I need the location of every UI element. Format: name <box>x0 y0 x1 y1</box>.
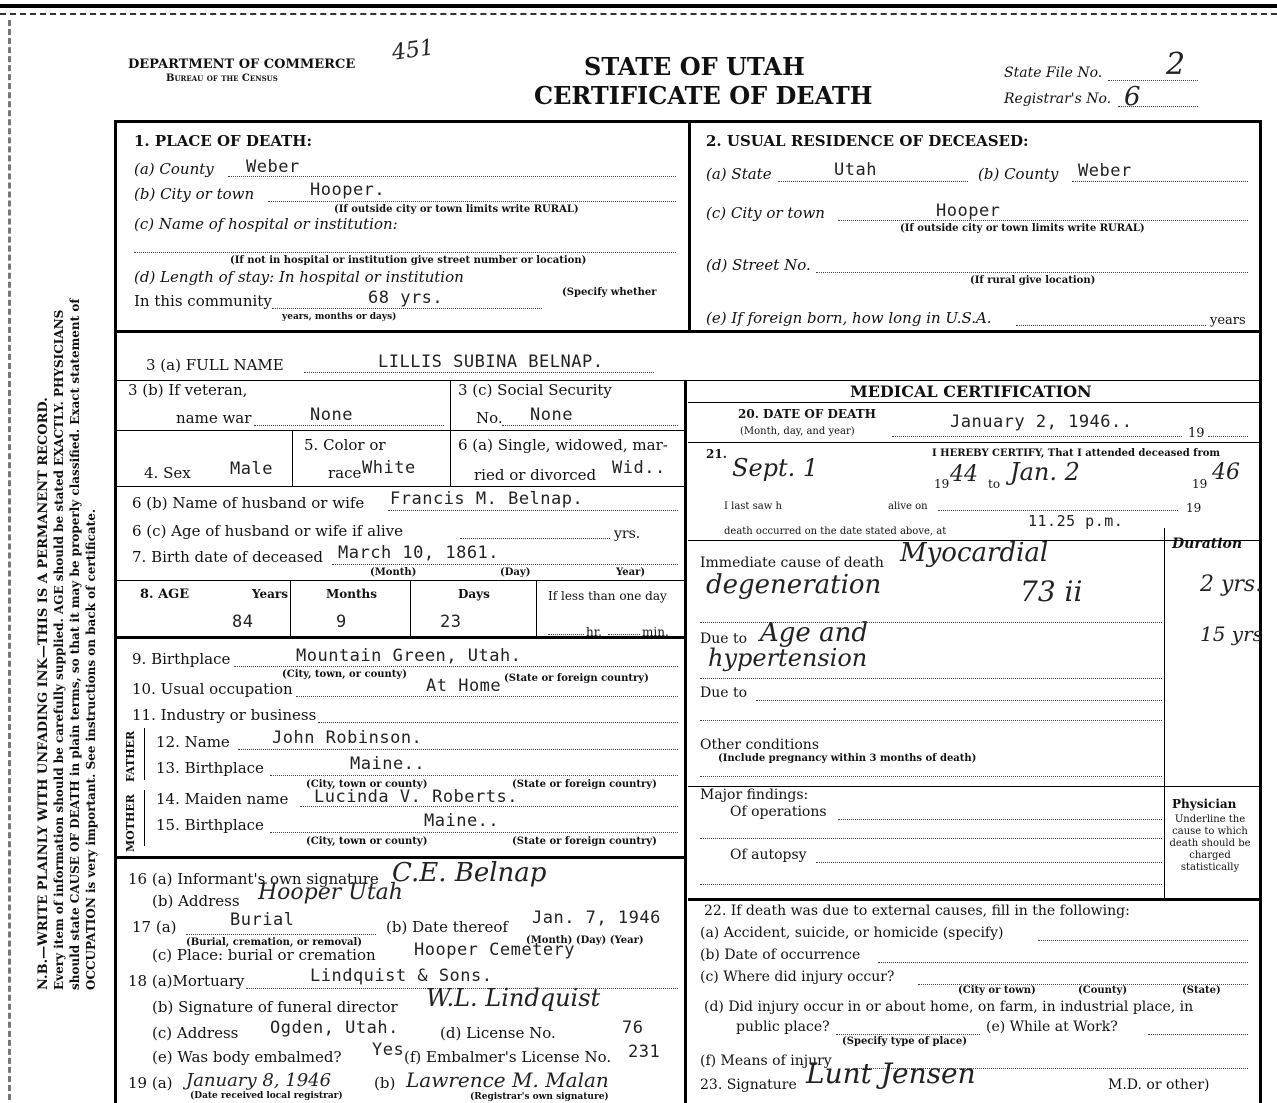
other-conditions-label: Other conditions <box>700 737 820 753</box>
operations-label: Of operations <box>730 804 827 820</box>
informant-sig-value: C.E. Belnap <box>392 858 547 888</box>
burial-date-note: (Month) (Day) (Year) <box>526 935 644 946</box>
embalmed-label: (e) Was body embalmed? <box>152 1048 342 1066</box>
state-title: STATE OF UTAH <box>584 52 805 81</box>
name-war-line <box>254 425 444 426</box>
bureau-label: Bureau of the Census <box>166 73 278 84</box>
duration-divider <box>1164 528 1165 786</box>
external-d-note: (Specify type of place) <box>842 1036 967 1047</box>
spouse-label: 6 (b) Name of husband or wife <box>132 494 365 512</box>
specify-note: (Specify whether <box>562 287 657 298</box>
left-scan-edge <box>8 20 11 1100</box>
attended-19-b: 19 <box>1192 477 1208 491</box>
birth-date-label: 7. Birth date of deceased <box>132 548 323 566</box>
occupation-label: 10. Usual occupation <box>132 680 293 698</box>
age-div-2 <box>410 580 411 636</box>
signature-value: Lunt Jensen <box>806 1057 976 1090</box>
informant-sig-label: 16 (a) Informant's own signature <box>128 870 379 888</box>
mother-birth-value: Maine.. <box>424 811 500 831</box>
external-e: (e) While at Work? <box>986 1019 1118 1035</box>
other-conditions-note: (Include pregnancy within 3 months of death) <box>718 753 977 764</box>
informant-address-label: (b) Address <box>152 892 240 910</box>
residence-state-line <box>778 181 968 182</box>
birthplace-note-2: (State or foreign country) <box>504 673 649 684</box>
hospital-label: (c) Name of hospital or institution: <box>134 215 398 233</box>
father-birth-label: 13. Birthplace <box>156 759 264 777</box>
full-name-label: 3 (a) FULL NAME <box>146 356 284 374</box>
operations-line-b <box>700 838 1162 839</box>
burial-line <box>186 934 376 935</box>
external-label: 22. If death was due to external causes, fill in the following: <box>704 903 1130 919</box>
community-value: 68 yrs. <box>368 288 444 308</box>
sex-value: Male <box>230 459 273 479</box>
age-div-1 <box>290 580 291 636</box>
residence-state-label: (a) State <box>706 165 772 183</box>
burial-date-label: (b) Date thereof <box>386 918 508 936</box>
state-file-value: 2 <box>1166 47 1186 82</box>
autopsy-line <box>816 862 1162 863</box>
due-to-1-duration: 15 yrs <box>1200 622 1263 646</box>
embalmer-value: 231 <box>628 1042 661 1062</box>
age-bottom-line <box>114 636 686 639</box>
date-of-death-note: (Month, day, and year) <box>740 426 855 437</box>
top-scan-edge <box>0 4 1277 8</box>
informant-address-value: Hooper Utah <box>258 880 403 905</box>
death-occurred: death occurred on the date stated above, at <box>724 526 947 537</box>
external-a: (a) Accident, suicide, or homicide (specify) <box>700 925 1004 941</box>
father-birth-value: Maine.. <box>350 754 426 774</box>
father-name-value: John Robinson. <box>272 728 423 748</box>
alive-19: 19 <box>1186 501 1202 515</box>
registrar-date-note: (Date received local registrar) <box>190 1091 343 1101</box>
residence-heading: 2. USUAL RESIDENCE OF DECEASED: <box>706 132 1029 150</box>
date-of-death-label: 20. DATE OF DEATH <box>738 407 876 421</box>
ss-no-value: None <box>530 405 573 425</box>
foreign-line <box>1016 325 1206 326</box>
major-findings-label: Major findings: <box>700 787 809 803</box>
city-label: (b) City or town <box>134 185 255 203</box>
signature-suffix: M.D. or other) <box>1108 1077 1210 1093</box>
sex-divider <box>292 430 293 486</box>
min-line <box>608 634 640 635</box>
immediate-cause-label: Immediate cause of death <box>700 555 884 571</box>
residence-state-value: Utah <box>834 160 877 180</box>
marital-label-2: ried or divorced <box>474 466 597 484</box>
certify-num: 21. <box>706 447 727 461</box>
handwritten-number: 451 <box>390 35 436 66</box>
father-birth-line <box>270 775 678 776</box>
residence-city-value: Hooper <box>936 201 1001 221</box>
embalmer-label: (f) Embalmer's License No. <box>404 1048 612 1066</box>
mother-side-label: MOTHER <box>124 794 137 852</box>
name-war-label: name war <box>176 409 252 427</box>
attended-19-a: 19 <box>934 477 950 491</box>
hr-label: hr. <box>586 625 602 639</box>
due-to-2-line <box>756 700 1162 701</box>
race-label: race <box>328 464 362 482</box>
age-years-value: 84 <box>232 612 254 632</box>
city-note: (If outside city or town limits write RURAL) <box>334 204 579 215</box>
sex-label: 4. Sex <box>144 464 191 482</box>
frame-right <box>1259 120 1262 1103</box>
license-label: (d) License No. <box>440 1024 556 1042</box>
spouse-age-unit: yrs. <box>614 526 641 542</box>
registrar-label: Registrar's No. <box>1004 91 1112 107</box>
father-side-label: FATHER <box>124 730 137 782</box>
section-divider-1 <box>114 330 1262 333</box>
veteran-divider <box>450 380 451 430</box>
section-divider-2 <box>114 380 1262 381</box>
birth-day-note: (Day) <box>500 567 531 578</box>
frame-left <box>114 120 117 1103</box>
state-file-label: State File No. <box>1004 65 1103 81</box>
date-of-death-year-line <box>1208 436 1248 437</box>
director-value: W.L. Lindquist <box>426 984 601 1012</box>
age-div-3 <box>536 580 537 636</box>
burial-label: 17 (a) <box>132 918 177 936</box>
due-to-1-line <box>700 678 1162 679</box>
registrar-date-label: 19 (a) <box>128 1074 173 1092</box>
burial-place-label: (c) Place: burial or cremation <box>152 946 376 964</box>
embalmed-value: Yes <box>372 1040 405 1060</box>
alive-on: alive on <box>888 501 928 512</box>
mother-bracket <box>144 790 145 846</box>
alive-on-line <box>938 510 1178 511</box>
certificate-title: CERTIFICATE OF DEATH <box>534 81 873 110</box>
department-label: DEPARTMENT OF COMMERCE <box>128 57 356 72</box>
certify-text: I HEREBY CERTIFY, That I attended deceased from <box>932 448 1221 459</box>
external-c-note-2: (County) <box>1078 985 1128 996</box>
race-divider <box>450 430 451 486</box>
burial-value: Burial <box>230 910 295 930</box>
residence-county-value: Weber <box>1078 161 1132 181</box>
street-label: (d) Street No. <box>706 256 811 274</box>
age-days-value: 23 <box>440 612 462 632</box>
age-years-col: Years <box>252 587 289 601</box>
autopsy-label: Of autopsy <box>730 847 807 863</box>
spouse-line <box>388 510 678 511</box>
due-to-2-label: Due to <box>700 685 748 701</box>
community-line <box>272 308 542 309</box>
spouse-age-line <box>460 538 610 539</box>
sex-bottom-line <box>114 486 686 487</box>
external-a-line <box>1038 940 1248 941</box>
color-label: 5. Color or <box>304 436 386 454</box>
age-months-value: 9 <box>336 612 347 632</box>
date-of-death-value: January 2, 1946.. <box>950 412 1133 432</box>
mother-birth-line <box>270 832 678 833</box>
burial-date-value: Jan. 7, 1946 <box>532 908 661 928</box>
registrar-sig-label: (b) <box>374 1074 396 1092</box>
age-months-col: Months <box>326 587 378 601</box>
last-saw: I last saw h <box>724 501 782 512</box>
residence-city-line <box>838 220 1248 221</box>
street-note: (If rural give location) <box>970 275 1096 286</box>
place-of-death-heading: 1. PLACE OF DEATH: <box>134 132 313 150</box>
veteran-label: 3 (b) If veteran, <box>128 381 248 399</box>
residence-city-note: (If outside city or town limits write RURAL) <box>900 223 1145 234</box>
residence-county-label: (b) County <box>978 165 1059 183</box>
duration-label: Duration <box>1172 536 1243 552</box>
occupation-line <box>296 696 678 697</box>
race-value: White <box>362 458 416 478</box>
mother-birth-label: 15. Birthplace <box>156 816 264 834</box>
stay-label: (d) Length of stay: In hospital or institution <box>134 268 464 286</box>
marital-label: 6 (a) Single, widowed, mar- <box>458 436 668 454</box>
operations-line <box>838 819 1162 820</box>
external-d-line <box>836 1034 980 1035</box>
father-name-line <box>238 749 678 750</box>
veteran-bottom-line <box>114 430 686 431</box>
burial-note: (Burial, cremation, or removal) <box>186 937 362 948</box>
age-less-day-col: If less than one day <box>548 589 667 603</box>
due-to-1-value-2: hypertension <box>708 644 868 672</box>
col-divider-top <box>688 120 691 332</box>
foreign-label: (e) If foreign born, how long in U.S.A. <box>706 309 992 327</box>
name-war-value: None <box>310 405 353 425</box>
col-divider-main <box>684 380 687 1103</box>
physician-label: Physician <box>1172 797 1237 811</box>
city-line <box>268 201 676 202</box>
min-label: min. <box>642 625 669 639</box>
maiden-name-label: 14. Maiden name <box>156 790 289 808</box>
due-to-2-line-b <box>700 720 1162 721</box>
death-time: 11.25 p.m. <box>1028 512 1124 530</box>
sidebar-line-4: OCCUPATION is very important. See instructions on back of certificate. <box>84 508 98 990</box>
due-to-1-label: Due to <box>700 631 748 647</box>
specify-note-2: years, months or days) <box>282 312 397 322</box>
father-bracket <box>144 728 145 780</box>
medical-heading-line <box>688 402 1262 403</box>
attended-to: Jan. 2 <box>1010 458 1080 486</box>
registrar-value: 6 <box>1124 82 1141 112</box>
county-value: Weber <box>246 157 300 177</box>
license-value: 76 <box>622 1018 644 1038</box>
foreign-years-label: years <box>1210 313 1246 328</box>
immediate-cause-code: 73 ii <box>1020 575 1083 608</box>
mortuary-address-label: (c) Address <box>152 1024 239 1042</box>
industry-line <box>318 722 678 723</box>
immediate-cause-value-2: degeneration <box>706 570 882 600</box>
autopsy-line-b <box>700 884 1162 885</box>
age-top-line <box>114 580 686 581</box>
full-name-line <box>304 372 654 373</box>
sidebar-line-3: should state CAUSE OF DEATH in plain terms, so that it may be properly classified. Exact statement of <box>68 298 82 990</box>
street-line <box>816 272 1248 273</box>
immediate-duration: 2 yrs. <box>1200 572 1263 597</box>
full-name-value: LILLIS SUBINA BELNAP. <box>378 352 604 372</box>
external-c: (c) Where did injury occur? <box>700 969 895 985</box>
ss-no-label: No. <box>476 409 503 427</box>
signature-label: 23. Signature <box>700 1077 797 1093</box>
attended-from: Sept. 1 <box>732 454 819 482</box>
birthplace-note-1: (City, town, or county) <box>282 669 407 680</box>
mother-birth-note-1: (City, town or county) <box>306 836 428 847</box>
external-d: (d) Did injury occur in or about home, on farm, in industrial place, in <box>704 999 1194 1015</box>
due-to-1-value: Age and <box>760 618 868 648</box>
external-b: (b) Date of occurrence <box>700 947 861 963</box>
industry-label: 11. Industry or business <box>132 706 317 724</box>
to-label: to <box>988 477 1001 491</box>
registrar-date-value: January 8, 1946 <box>186 1070 332 1091</box>
external-c-note-3: (State) <box>1182 985 1221 996</box>
birth-month-note: (Month) <box>370 567 417 578</box>
county-label: (a) County <box>134 160 214 178</box>
mortuary-value: Lindquist & Sons. <box>310 966 493 986</box>
spouse-age-label: 6 (c) Age of husband or wife if alive <box>132 522 404 540</box>
physician-bottom-line <box>688 898 1262 901</box>
date-bottom-line <box>688 442 1262 443</box>
marital-value: Wid.. <box>612 458 666 478</box>
attended-to-year: 46 <box>1212 460 1240 485</box>
father-birth-note-2: (State or foreign country) <box>512 779 657 790</box>
external-c-note-1: (City or town) <box>958 985 1036 996</box>
age-days-col: Days <box>458 587 490 601</box>
sidebar-line-2: Every item of information should be carefully supplied. AGE should be stated EXACTLY. PHYSICIANS <box>52 309 66 990</box>
hospital-note: (If not in hospital or institution give street number or location) <box>230 255 587 266</box>
director-label: (b) Signature of funeral director <box>152 998 398 1016</box>
birthplace-value: Mountain Green, Utah. <box>296 646 522 666</box>
mother-birth-note-2: (State or foreign country) <box>512 836 657 847</box>
community-label: In this community <box>134 292 272 310</box>
maiden-name-value: Lucinda V. Roberts. <box>314 787 518 807</box>
attended-from-year: 44 <box>950 462 978 487</box>
birth-date-line <box>332 564 678 565</box>
ss-no-line <box>502 425 678 426</box>
external-e-line <box>1148 1034 1248 1035</box>
date-of-death-year: 19 <box>1188 426 1205 441</box>
residence-county-line <box>1072 181 1248 182</box>
sidebar-line-1: N.B.—WRITE PLAINLY WITH UNFADING INK—THIS IS A PERMANENT RECORD. <box>36 397 51 990</box>
top-scan-edge-2 <box>0 13 1277 15</box>
external-f: (f) Means of injury <box>700 1053 832 1069</box>
hr-line <box>548 634 584 635</box>
ss-label: 3 (c) Social Security <box>458 381 612 399</box>
father-name-label: 12. Name <box>156 733 230 751</box>
city-value: Hooper. <box>310 180 386 200</box>
father-birth-note-1: (City, town or county) <box>306 779 428 790</box>
registrar-sig-value: Lawrence M. Malan <box>406 1068 609 1092</box>
mortuary-address-value: Ogden, Utah. <box>270 1018 399 1038</box>
medical-heading: MEDICAL CERTIFICATION <box>850 382 1092 401</box>
age-label: 8. AGE <box>140 587 190 602</box>
physician-note: Underline the cause to which death should be charged statistically <box>1169 814 1251 873</box>
burial-place-value: Hooper Cemetery <box>414 940 576 960</box>
physician-divider <box>1164 786 1165 898</box>
birthplace-label: 9. Birthplace <box>132 650 231 668</box>
birth-date-value: March 10, 1861. <box>338 543 500 563</box>
immediate-cause-value: Myocardial <box>900 538 1049 568</box>
date-of-death-line <box>892 436 1182 437</box>
spouse-value: Francis M. Belnap. <box>390 489 584 509</box>
external-d-2: public place? <box>736 1019 830 1035</box>
residence-city-label: (c) City or town <box>706 204 825 222</box>
other-conditions-line <box>700 776 1162 777</box>
external-b-line <box>878 962 1248 963</box>
hospital-line <box>134 252 676 253</box>
mortuary-label: 18 (a)Mortuary <box>128 972 245 990</box>
birthplace-line <box>234 666 678 667</box>
occupation-value: At Home <box>426 676 502 696</box>
registrar-sig-note: (Registrar's own signature) <box>470 1092 609 1102</box>
birth-year-note: Year) <box>616 567 646 578</box>
